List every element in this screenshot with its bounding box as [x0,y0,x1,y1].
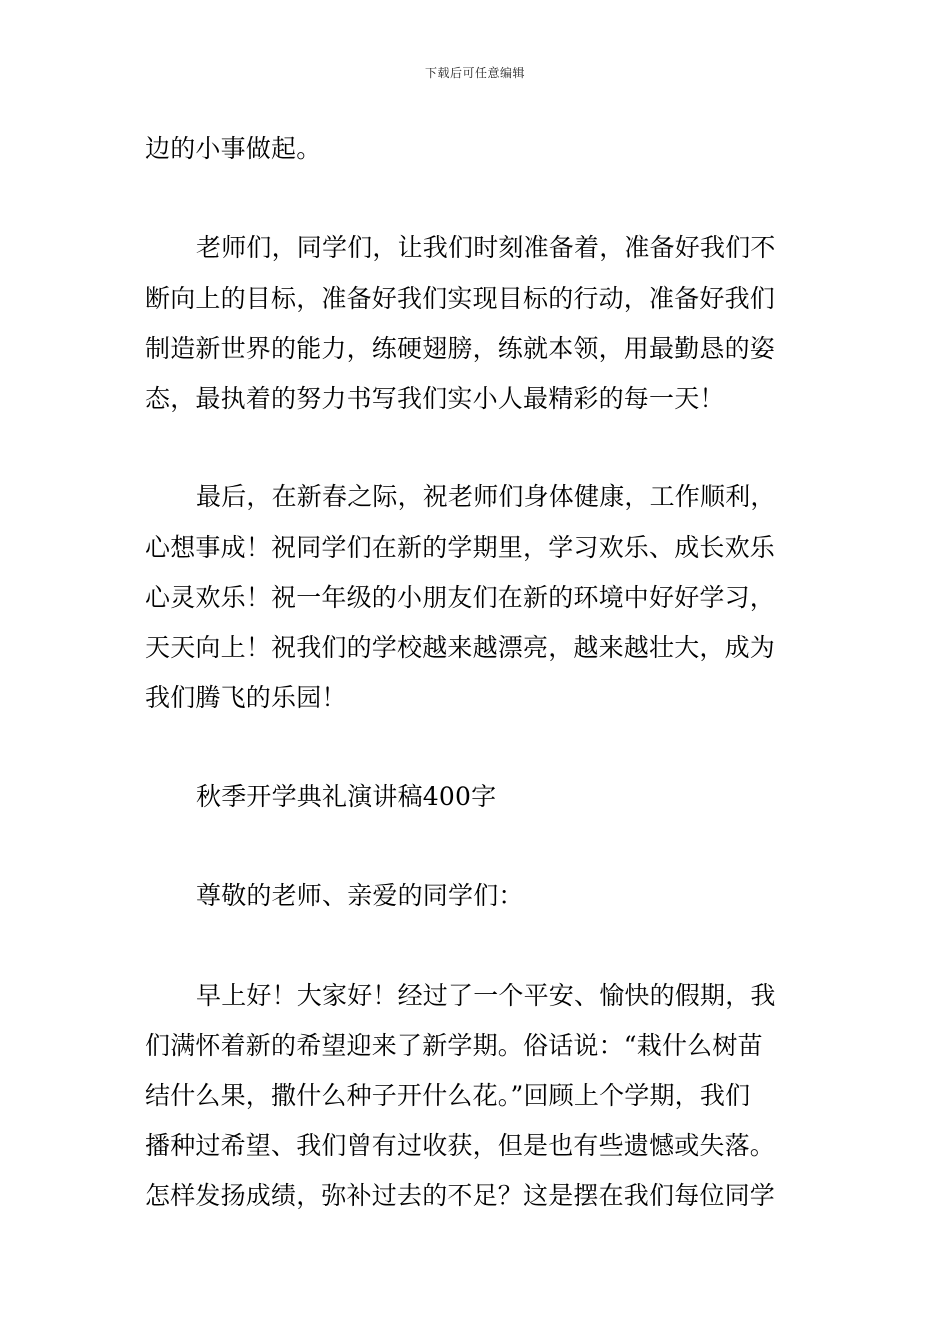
text-line: 态，最执着的努力书写我们实小人最精彩的每一天！ [145,384,725,413]
text-line: 边的小事做起。 [145,134,322,163]
salutation: 尊敬的老师、亲爱的同学们： [196,881,524,910]
paragraph-first-line: 最后，在新春之际，祝老师们身体健康，工作顺利， [196,482,776,511]
paragraph-first-line: 早上好！大家好！经过了一个平安、愉快的假期，我 [196,981,776,1010]
page-header: 下载后可任意编辑 [424,66,525,80]
text-line: 制造新世界的能力，练硬翅膀，练就本领，用最勤恳的姿 [145,334,776,363]
text-line: 们满怀着新的希望迎来了新学期。俗话说：“栽什么树苗 [145,1031,763,1060]
text-line: 播种过希望、我们曾有过收获，但是也有些遗憾或失落。 [145,1131,776,1160]
text-line: 我们腾飞的乐园！ [145,683,347,712]
paragraph-first-line: 老师们，同学们，让我们时刻准备着，准备好我们不 [196,233,776,262]
text-line: 天天向上！祝我们的学校越来越漂亮，越来越壮大，成为 [145,633,776,662]
text-line: 结什么果，撒什么种子开什么花。”回顾上个学期，我们 [145,1081,751,1110]
text-line: 心想事成！祝同学们在新的学期里，学习欢乐、成长欢乐 [145,533,776,562]
text-line: 断向上的目标，准备好我们实现目标的行动，准备好我们 [145,284,776,313]
section-title: 秋季开学典礼演讲稿400字 [196,782,497,811]
text-line: 怎样发扬成绩，弥补过去的不足？这是摆在我们每位同学 [145,1181,776,1210]
text-line: 心灵欢乐！祝一年级的小朋友们在新的环境中好好学习， [145,583,776,612]
